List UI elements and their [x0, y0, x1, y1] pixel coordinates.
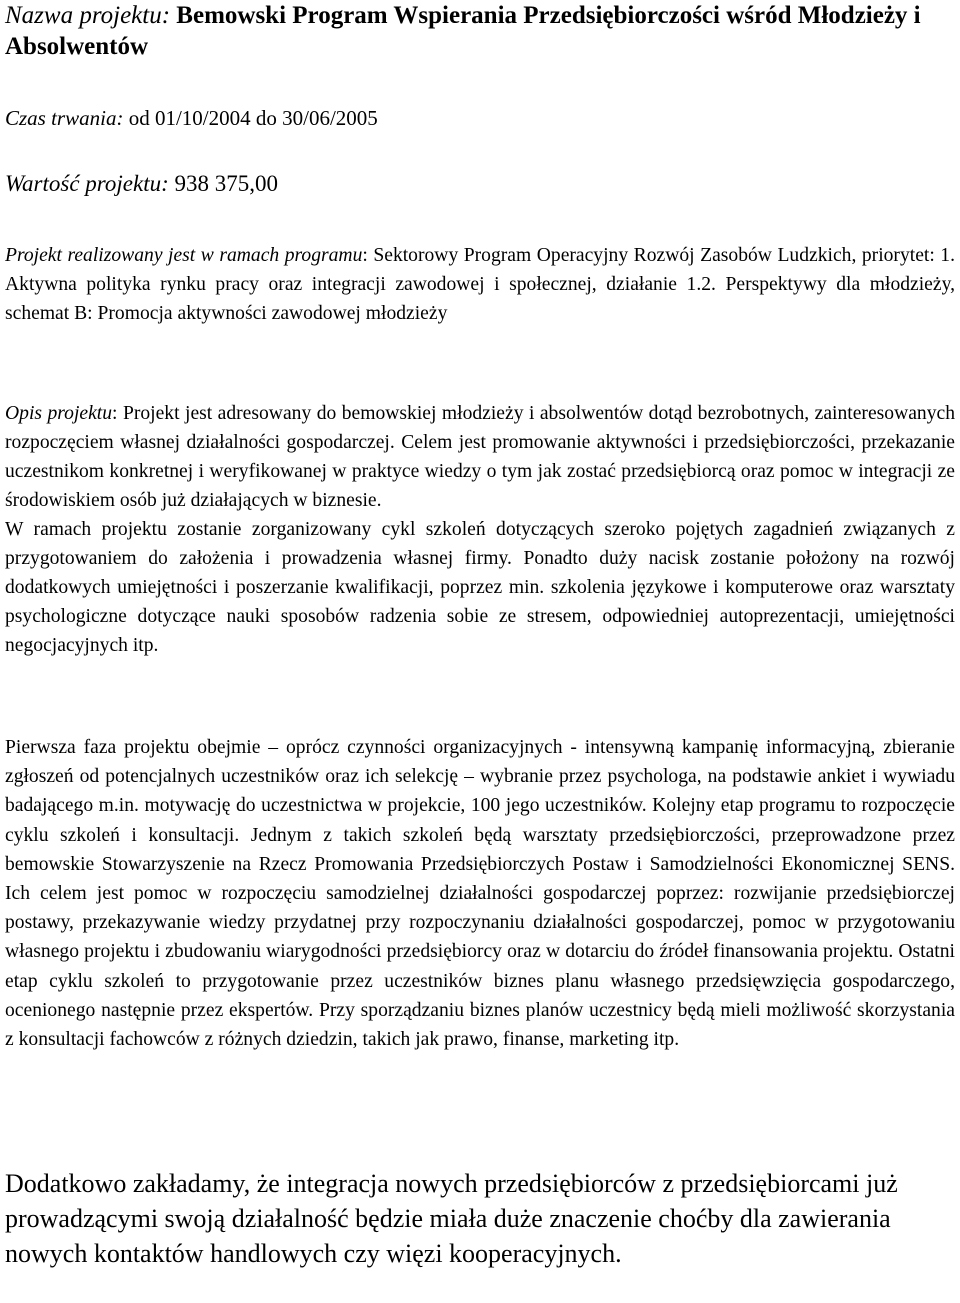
project-value-label: Wartość projektu: — [5, 171, 169, 196]
program-text: Sektorowy Program Operacyjny Rozwój Zasobów Ludzkich, priorytet: 1. Aktywna polityka rynku pracy oraz integracji zawodowej i społecznej, działanie 1.2. Perspektywy dla młodzieży, schemat B: Promocja aktywności zawodowej młodzieży — [5, 245, 955, 324]
description-block — [5, 399, 955, 660]
additional-paragraph: Dodatkowo zakładamy, że integracja nowych przedsiębiorców z przedsiębiorcami już prowadzącymi swoją działalność będzie miała duże znaczenie choćby dla zawierania nowych kontaktów handlowych czy więzi kooperacyjnych. — [5, 1169, 898, 1268]
program-label: Projekt realizowany jest w ramach programu — [5, 245, 363, 266]
description-paragraph-1 — [5, 399, 955, 515]
phase-paragraph: Pierwsza faza projektu obejmie – oprócz czynności organizacyjnych - intensywną kampanię informacyjną, zbieranie zgłoszeń od potencjalnych uczestników oraz ich selekcję – wybranie przez psychologa, na podstawie ankiet i wywiadu badającego m.in. motywację do uczestnictwa w projekcie, 100 jego uczestników. Kolejny etap programu to rozpoczęcie cyklu szkoleń i konsultacji. Jednym z takich szkoleń będą warsztaty przedsiębiorczości, przeprowadzone przez bemowskie Stowarzyszenie na Rzecz Promowania Przedsiębiorczych Postaw i Samodzielności Ekonomicznej SENS. Ich celem jest pomoc w rozpoczęciu samodzielnej działalności gospodarczej poprzez: rozwijanie przedsiębiorczej postawy, przekazywanie wiedzy przydatnej przy rozpoczynaniu działalności gospodarczej, pomoc w przygotowaniu własnego projektu i zbudowaniu wiarygodności przedsiębiorcy oraz w dotarciu do źródeł finansowania projektu. Ostatni etap cyklu szkoleń to przygotowanie przez uczestników biznes planu własnego przedsięwzięcia gospodarczego, ocenionego następnie przez ekspertów. Przy sporządzaniu biznes planów uczestnicy będą mieli możliwość skorzystania z konsultacji fachowców z różnych dziedzin, takich jak prawo, finanse, marketing itp. — [5, 737, 955, 1051]
project-name-label: Nazwa projektu: — [5, 2, 171, 29]
description-paragraph-2: W ramach projektu zostanie zorganizowany cykl szkoleń dotyczących szeroko pojętych zagadnień związanych z przygotowaniem do założenia i prowadzenia własnej firmy. Ponadto duży nacisk zostanie położony na rozwój dodatkowych umiejętności i poszerzanie kwalifikacji, poprzez min. szkolenia językowe i komputerowe oraz warsztaty psychologiczne dotyczące nauki sposobów radzenia sobie ze stresem, odpowiedniej autoprezentacji, umiejętności negocjacyjnych itp. — [5, 519, 955, 656]
program-colon: : — [362, 245, 368, 266]
description-text-1: Projekt jest adresowany do bemowskiej młodzieży i absolwentów dotąd bezrobotnych, zainteresowanych rozpoczęciem własnej działalności gospodarczej. Celem jest promowanie aktywności i przedsiębiorczości, przekazanie uczestnikom konkretnej i weryfikowanej w praktyce wiedzy o tym jak zostać przedsiębiorcą oraz pomoc w integracji ze środowiskiem osób już działających w biznesie. — [5, 403, 956, 511]
description-colon: : — [112, 403, 118, 424]
project-name-block — [5, 0, 955, 62]
duration-label: Czas trwania: — [5, 106, 124, 130]
project-value-block — [5, 171, 278, 197]
duration-value: od 01/10/2004 do 30/06/2005 — [128, 106, 378, 130]
program-block — [5, 241, 955, 328]
duration-block — [5, 106, 378, 130]
project-name-value: Bemowski Program Wspierania Przedsiębiorczości wśród Młodzieży i Absolwentów — [5, 2, 921, 60]
project-value-amount: 938 375,00 — [174, 171, 279, 196]
description-label: Opis projektu — [5, 403, 113, 424]
